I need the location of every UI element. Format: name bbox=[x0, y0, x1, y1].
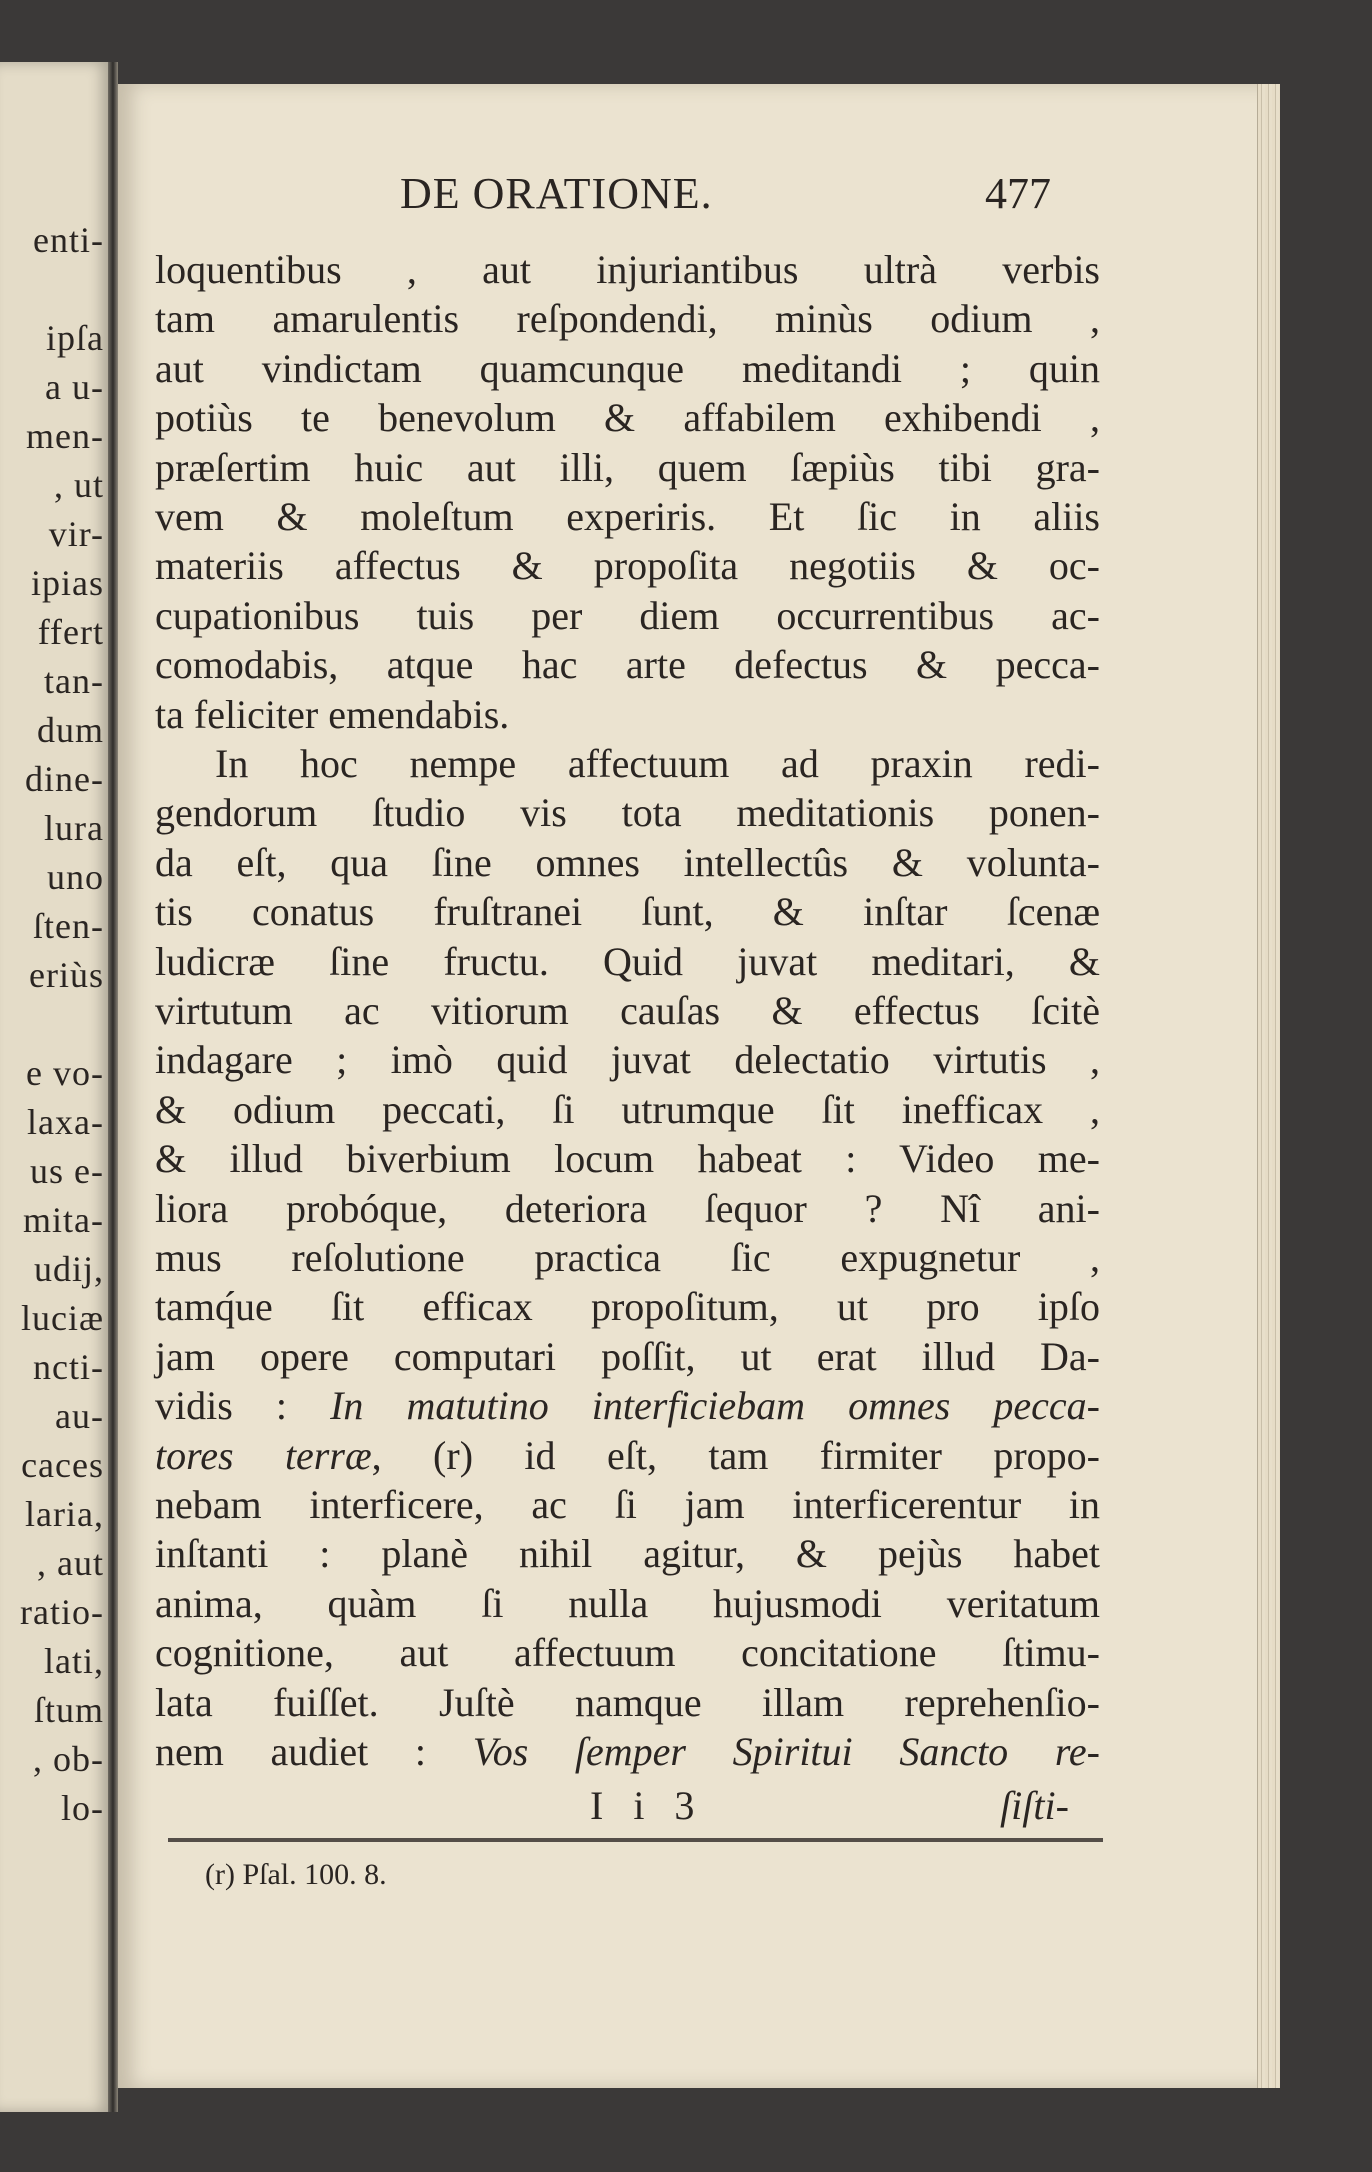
text-segment: anima, quàm ſi nulla hujusmodi veritatum bbox=[155, 1580, 1100, 1626]
page-number: 477 bbox=[985, 169, 1051, 218]
text-line bbox=[155, 246, 1100, 294]
italic-quote: In matutino interficiebam omnes pecca- bbox=[330, 1383, 1100, 1429]
text-segment: tamq́ue ſit efficax propoſitum, ut pro ipſo bbox=[155, 1284, 1100, 1330]
page-block-edge bbox=[1257, 84, 1280, 2088]
footnote-rule bbox=[168, 1838, 1103, 1842]
text-line bbox=[155, 1333, 1100, 1381]
text-segment: , (r) id eſt, tam firmiter propo- bbox=[371, 1432, 1100, 1478]
text-segment: gendorum ſtudio vis tota meditationis ponen- bbox=[155, 790, 1100, 836]
left-page-fragment: tan- bbox=[44, 661, 104, 701]
footnote: (r) Pſal. 100. 8. bbox=[205, 1858, 387, 1891]
left-page-fragment: au- bbox=[55, 1396, 104, 1436]
left-page-fragment: , aut bbox=[37, 1543, 104, 1583]
text-segment: cupationibus tuis per diem occurrentibus ac- bbox=[155, 592, 1100, 638]
running-head: DE ORATIONE. bbox=[400, 169, 713, 218]
left-page-fragment: e vo- bbox=[26, 1053, 104, 1093]
text-segment: loquentibus , aut injuriantibus ultrà verbis bbox=[155, 247, 1100, 292]
left-page-fragment: mita- bbox=[23, 1200, 104, 1240]
text-segment: virtutum ac vitiorum cauſas & effectus ſcitè bbox=[155, 988, 1100, 1033]
text-line bbox=[155, 295, 1100, 343]
text-line bbox=[155, 1135, 1100, 1183]
text-line bbox=[155, 493, 1100, 541]
text-line bbox=[155, 1629, 1100, 1677]
text-line bbox=[155, 1728, 1100, 1776]
text-line bbox=[155, 542, 1100, 590]
text-segment: ludicræ ſine fructu. Quid juvat meditari, & bbox=[155, 938, 1100, 984]
text-line bbox=[155, 394, 1100, 442]
text-line bbox=[155, 1580, 1100, 1628]
text-line bbox=[155, 1679, 1100, 1727]
text-line bbox=[155, 1234, 1100, 1282]
text-segment: da eſt, qua ſine omnes intellectûs & volunta- bbox=[155, 839, 1100, 885]
left-page-fragment: caces bbox=[21, 1445, 104, 1485]
left-page-fragment: udij, bbox=[33, 1249, 104, 1289]
left-page-fragment: a u- bbox=[45, 367, 104, 407]
left-page-fragment: enti- bbox=[33, 220, 104, 260]
left-page-fragment: laria, bbox=[25, 1494, 104, 1534]
left-page-fragment: laxa- bbox=[27, 1102, 104, 1142]
left-page-fragment: uno bbox=[47, 857, 104, 897]
text-line bbox=[155, 592, 1100, 640]
left-page-fragment: lo- bbox=[61, 1788, 104, 1828]
left-page-fragment: , ob- bbox=[33, 1739, 104, 1779]
text-line bbox=[155, 938, 1100, 986]
text-line bbox=[155, 888, 1100, 936]
text-line bbox=[155, 839, 1100, 887]
left-page-fragment: lura bbox=[44, 808, 104, 848]
text-line bbox=[155, 1481, 1100, 1529]
text-segment: vidis : bbox=[155, 1383, 331, 1429]
book-gutter bbox=[108, 62, 118, 2112]
text-line bbox=[155, 1036, 1100, 1084]
text-line bbox=[155, 1530, 1100, 1578]
text-line bbox=[155, 987, 1100, 1035]
text-segment: potiùs te benevolum & affabilem exhibendi , bbox=[155, 395, 1100, 441]
text-segment: liora probóque, deteriora ſequor ? Nî ani- bbox=[155, 1185, 1100, 1231]
left-page-fragment: dum bbox=[36, 710, 104, 750]
italic-quote: tores terræ bbox=[155, 1432, 372, 1478]
left-page-fragment: ipias bbox=[31, 563, 104, 603]
text-line bbox=[155, 1283, 1100, 1331]
left-page-fragment: ffert bbox=[37, 612, 104, 652]
text-segment: indagare ; imò quid juvat delectatio virtutis , bbox=[155, 1037, 1100, 1083]
text-line bbox=[155, 641, 1100, 689]
text-segment: In hoc nempe affectuum ad praxin redi- bbox=[215, 741, 1100, 786]
left-page-fragment: dine- bbox=[25, 759, 104, 799]
left-page-fragment: ipſa bbox=[46, 318, 104, 358]
left-page-fragment: luciæ bbox=[21, 1298, 104, 1338]
left-page-edge bbox=[0, 62, 112, 2112]
text-segment: cognitione, aut affectuum concitatione ſtimu- bbox=[155, 1630, 1100, 1676]
text-line bbox=[155, 1382, 1100, 1430]
text-segment: tam amarulentis reſpondendi, minùs odium , bbox=[155, 296, 1100, 342]
text-line bbox=[155, 1086, 1100, 1134]
left-page-fragment: lati, bbox=[44, 1641, 104, 1681]
catchword: ſiſti- bbox=[1000, 1783, 1069, 1828]
left-page-fragment: us e- bbox=[30, 1151, 104, 1191]
text-segment: jam opere computari poſſit, ut erat illud Da- bbox=[155, 1333, 1100, 1379]
text-line bbox=[155, 444, 1100, 492]
left-page-fragment: ratio- bbox=[20, 1592, 104, 1632]
text-line bbox=[155, 1185, 1100, 1233]
left-page-fragment: ſten- bbox=[33, 906, 104, 946]
left-page-fragment: vir- bbox=[48, 514, 104, 554]
text-segment: & illud biverbium locum habeat : Video me- bbox=[155, 1136, 1100, 1182]
italic-quote: Vos ſemper Spiritui Sancto re- bbox=[472, 1729, 1100, 1774]
text-segment: mus reſolutione practica ſic expugnetur , bbox=[155, 1235, 1100, 1280]
left-page-fragment: men- bbox=[26, 416, 104, 456]
text-line bbox=[155, 691, 1100, 739]
text-segment: comodabis, atque hac arte defectus & pecca- bbox=[155, 642, 1100, 688]
text-segment: materiis affectus & propoſita negotiis & oc- bbox=[155, 543, 1100, 589]
text-segment: ta feliciter emendabis. bbox=[155, 691, 510, 737]
text-segment: vem & moleſtum experiris. Et ſic in aliis bbox=[155, 494, 1100, 539]
text-segment: tis conatus fruſtranei ſunt, & inſtar ſcenæ bbox=[155, 889, 1100, 935]
text-segment: & odium peccati, ſi utrumque ſit inefficax , bbox=[155, 1086, 1100, 1132]
text-segment: aut vindictam quamcunque meditandi ; quin bbox=[155, 345, 1100, 391]
left-page-fragment: , ut bbox=[53, 465, 104, 505]
text-line bbox=[155, 789, 1100, 837]
left-page-fragment: ncti- bbox=[33, 1347, 104, 1387]
text-segment: nem audiet : bbox=[155, 1729, 473, 1774]
text-line bbox=[155, 1432, 1100, 1480]
text-segment: inſtanti : planè nihil agitur, & pejùs habet bbox=[155, 1531, 1100, 1577]
text-segment: præſertim huic aut illi, quem ſæpiùs tibi gra- bbox=[155, 444, 1100, 490]
text-line bbox=[155, 345, 1100, 393]
text-segment: nebam interficere, ac ſi jam interficerentur in bbox=[155, 1482, 1100, 1527]
text-segment: lata fuiſſet. Juſtè namque illam reprehenſio- bbox=[155, 1679, 1100, 1725]
left-page-fragment: ſtum bbox=[33, 1690, 104, 1730]
left-page-fragment: eriùs bbox=[29, 955, 104, 995]
text-line bbox=[155, 740, 1100, 788]
signature-mark: I i 3 bbox=[590, 1783, 705, 1828]
